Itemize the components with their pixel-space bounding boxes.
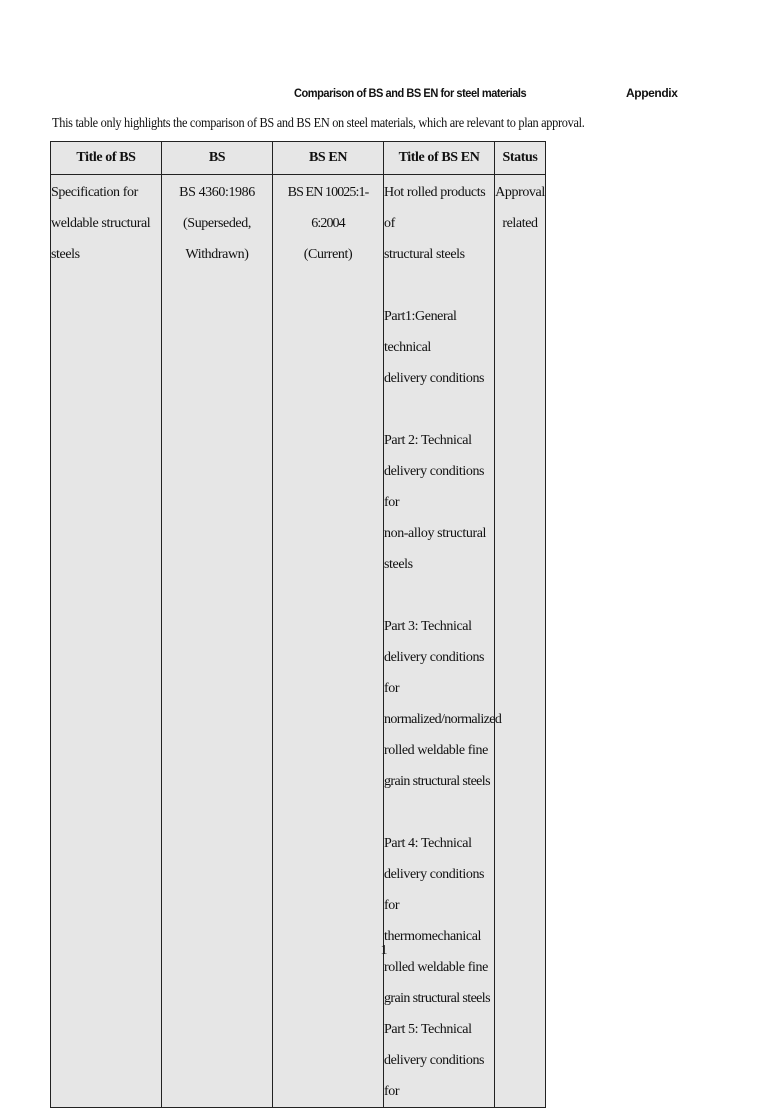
text-line: steels [51, 247, 80, 262]
part-2 [384, 425, 494, 580]
comparison-table [50, 141, 546, 1108]
text-line: Approval [495, 185, 545, 200]
cell-title-of-bs [51, 175, 162, 1108]
part-4 [384, 828, 494, 1014]
text-line: rolled weldable fine [384, 960, 488, 975]
text-line: BS EN 10025:1-6:2004 [287, 185, 369, 231]
document-title: Comparison of BS and BS EN for steel materials [294, 86, 527, 100]
text-line: Part 5: Technical [384, 1022, 472, 1037]
text-line: weldable structural [51, 216, 151, 231]
text-line: delivery conditions for [384, 1053, 485, 1099]
table-row [51, 175, 546, 1108]
text-line: (Superseded, [183, 216, 251, 231]
text-line: delivery conditions [384, 371, 485, 386]
text-line: Specification for [51, 185, 138, 200]
text-line: steels [384, 557, 413, 572]
text-line [384, 177, 494, 239]
text-line: Part 2: Technical [384, 433, 472, 448]
table-header-row [51, 142, 546, 175]
text-line: structural steels [384, 247, 465, 262]
text-line: delivery conditions for [384, 650, 485, 696]
cell-bs [162, 175, 273, 1108]
text-line: normalized/normalized [384, 712, 502, 727]
text-line: rolled weldable fine [384, 743, 488, 758]
appendix-label: Appendix [626, 86, 678, 100]
text-line: grain structural steels [384, 991, 490, 1006]
text-line: grain structural steels [384, 774, 490, 789]
header-title-of-bs: Title of BS [51, 142, 162, 175]
spacer [384, 270, 494, 301]
spacer [384, 394, 494, 425]
header-bs-en: BS EN [273, 142, 384, 175]
text-line: related [502, 216, 538, 231]
header-title-of-bs-en: Title of BS EN [384, 142, 495, 175]
part-3 [384, 611, 502, 797]
part-5 [384, 1014, 494, 1107]
document-heading [0, 86, 768, 106]
text-line: BS 4360:1986 [179, 185, 255, 200]
text-line: Withdrawn) [185, 247, 249, 262]
text-line: (Current) [303, 247, 353, 262]
text-line: Part1:General technical [384, 309, 457, 355]
text-line: non-alloy structural [384, 526, 487, 541]
text-line: thermomechanical [384, 929, 481, 944]
cell-bs-en [273, 175, 384, 1108]
cell-status [495, 175, 546, 1108]
text-line: Part 4: Technical [384, 836, 472, 851]
spacer [384, 580, 494, 611]
text-line: Part 3: Technical [384, 619, 472, 634]
text-line: delivery conditions for [384, 867, 485, 913]
cell-title-of-bs-en [384, 175, 502, 1108]
intro-paragraph: This table only highlights the comparison of BS and BS EN on steel materials, which are relevant to plan approval. [52, 116, 585, 131]
spacer [384, 797, 494, 828]
header-status: Status [495, 142, 546, 175]
text-line: delivery conditions for [384, 464, 485, 510]
text-line-content: Hot rolled products of [384, 185, 486, 231]
page-number: 1 [380, 943, 388, 958]
part-1 [384, 301, 494, 394]
header-bs: BS [162, 142, 273, 175]
